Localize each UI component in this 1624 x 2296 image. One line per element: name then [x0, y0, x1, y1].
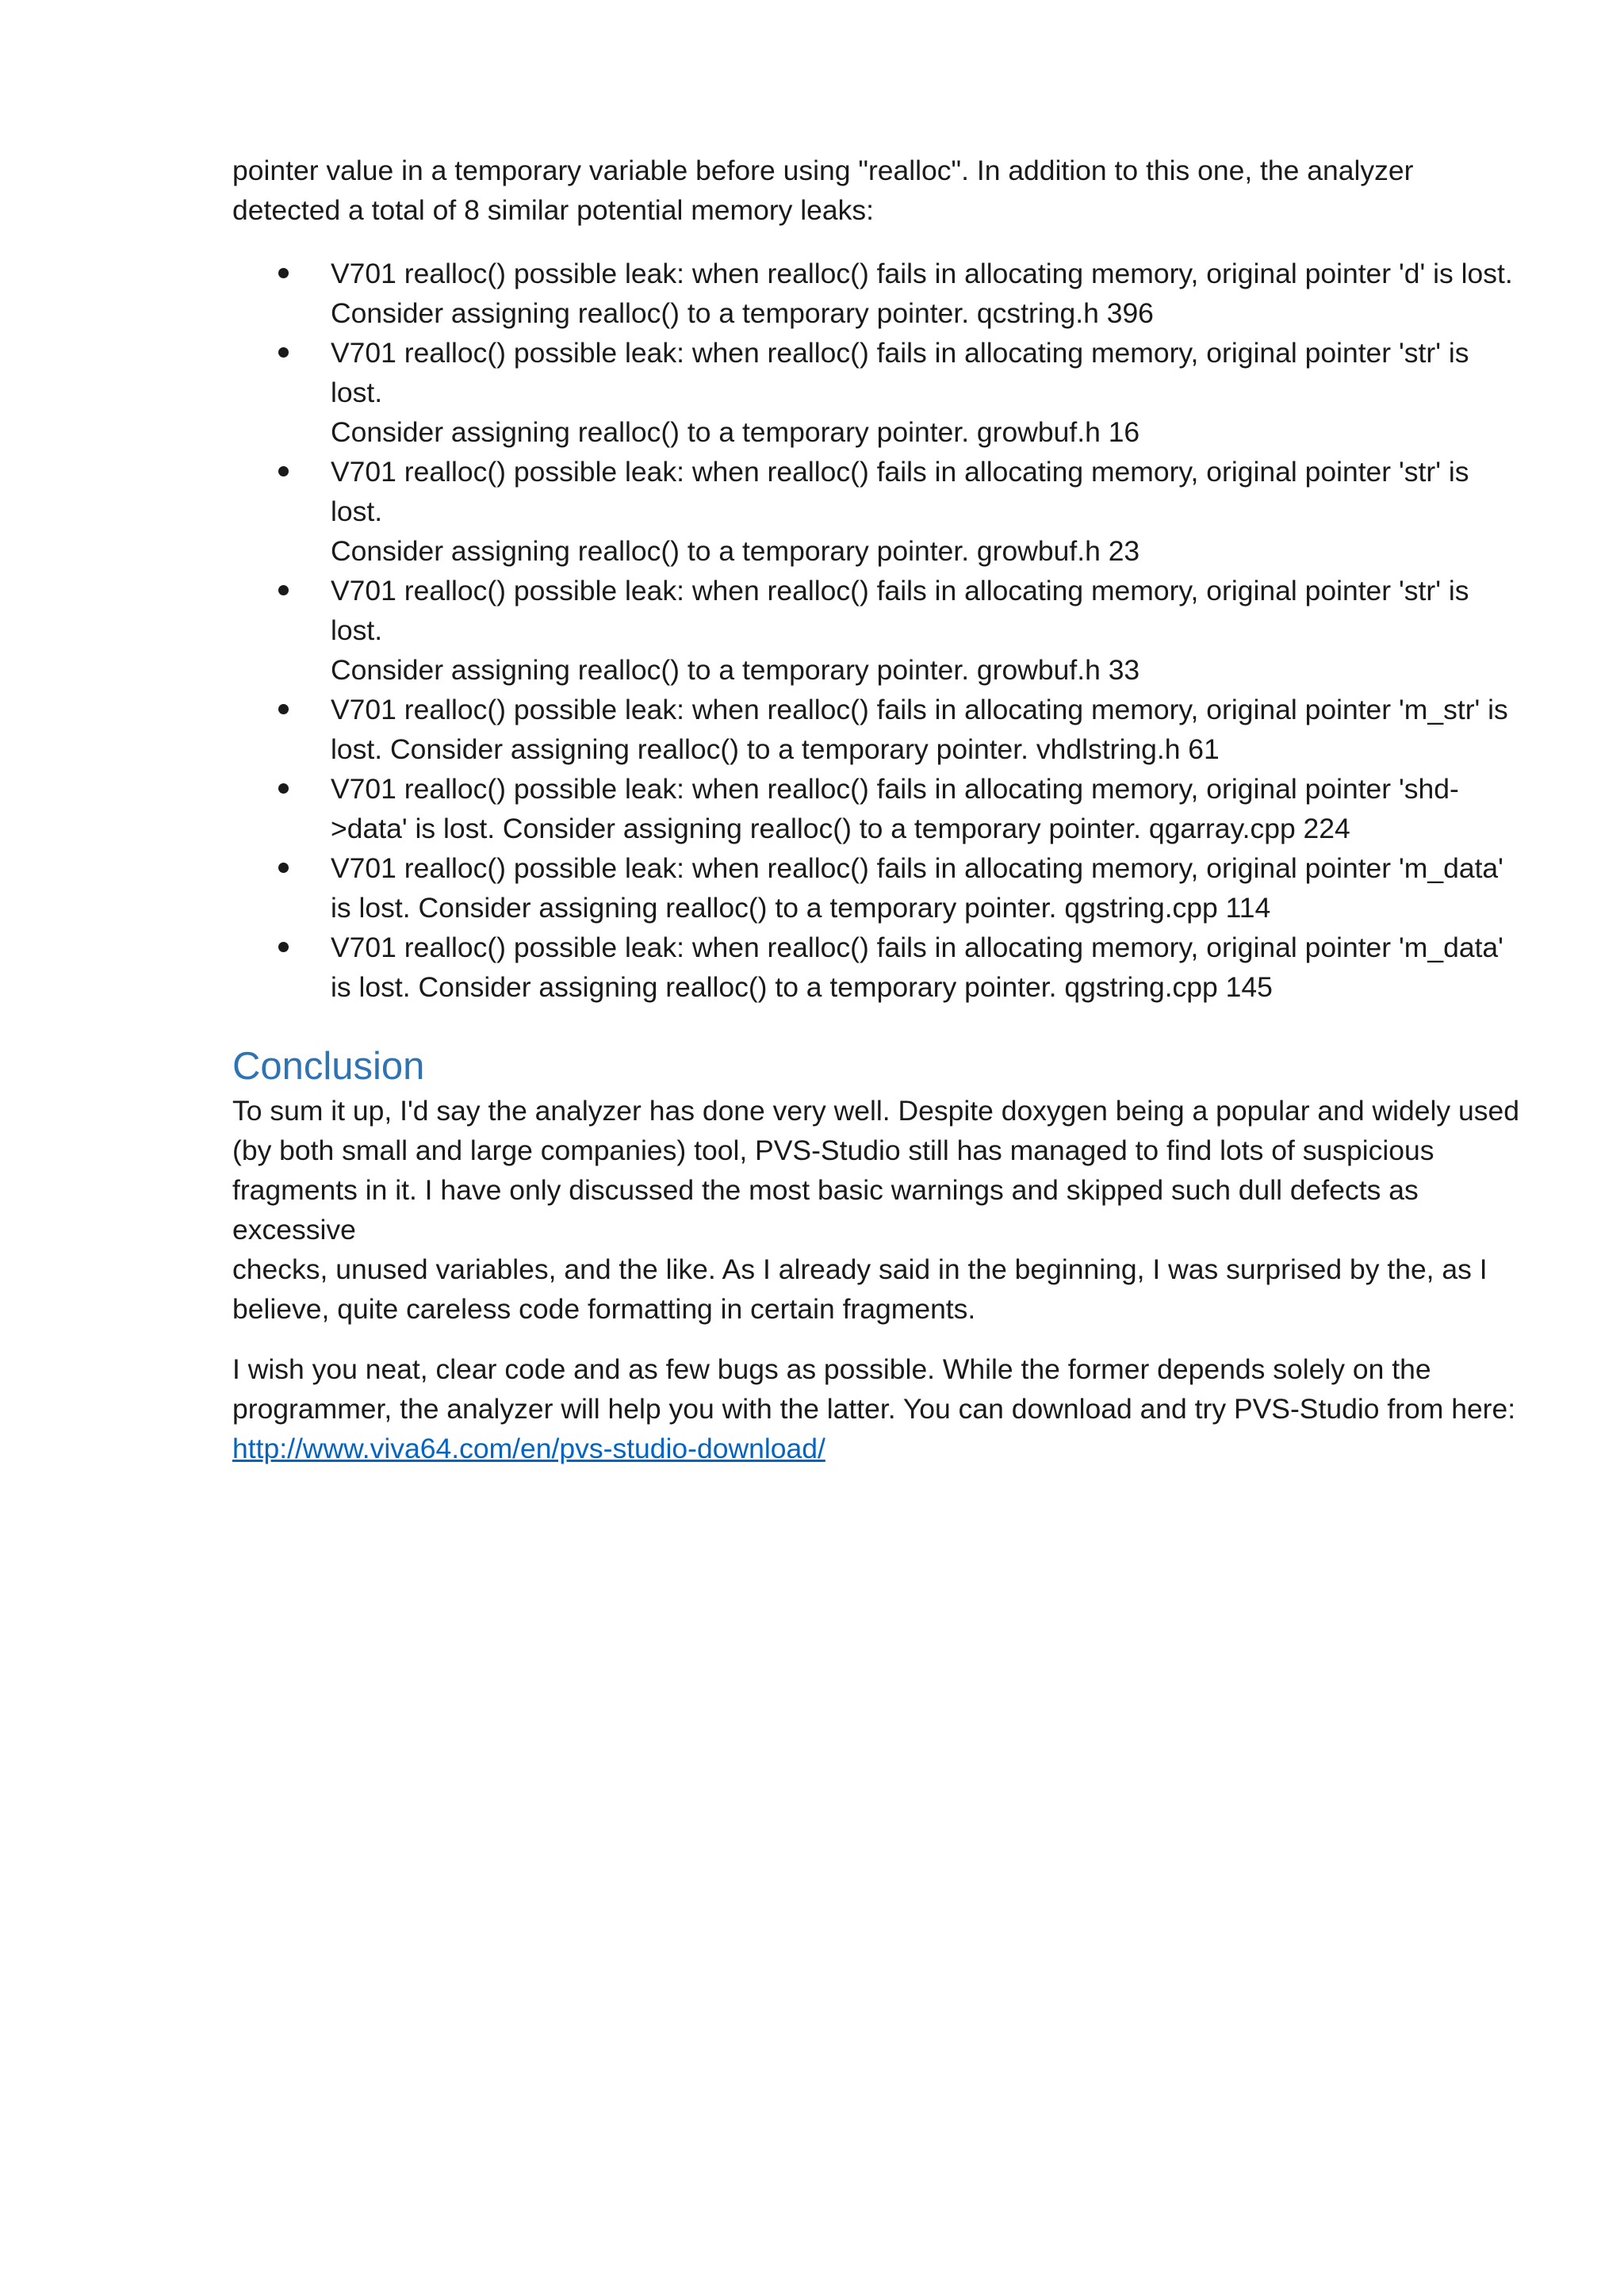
warning-line: V701 realloc() possible leak: when realloc() fails in allocating memory, original pointer 'm_str' is — [331, 694, 1508, 725]
warning-line: Consider assigning realloc() to a temporary pointer. growbuf.h 16 — [331, 416, 1140, 448]
warning-item — [232, 848, 1525, 928]
bullet-icon — [278, 942, 289, 952]
page-content — [232, 151, 1525, 1468]
warning-line: is lost. Consider assigning realloc() to a temporary pointer. qgstring.cpp 114 — [331, 892, 1271, 924]
warning-item — [232, 452, 1525, 571]
bullet-icon — [278, 585, 289, 595]
warning-item — [232, 690, 1525, 769]
bullet-icon — [278, 347, 289, 358]
bullet-icon — [278, 704, 289, 714]
warning-item — [232, 571, 1525, 690]
bullet-icon — [278, 863, 289, 873]
closing-line: programmer, the analyzer will help you with the latter. You can download and try PVS-Studio from here: — [232, 1393, 1516, 1425]
warning-line: Consider assigning realloc() to a temporary pointer. qcstring.h 396 — [331, 297, 1154, 329]
bullet-icon — [278, 268, 289, 278]
bullet-icon — [278, 466, 289, 476]
warning-line: Consider assigning realloc() to a temporary pointer. growbuf.h 33 — [331, 654, 1140, 686]
warning-line: lost. Consider assigning realloc() to a temporary pointer. vhdlstring.h 61 — [331, 733, 1220, 765]
warning-line: V701 realloc() possible leak: when realloc() fails in allocating memory, original pointer 'd' is lost. — [331, 258, 1513, 289]
conclusion-line: believe, quite careless code formatting in certain fragments. — [232, 1293, 976, 1325]
bullet-icon — [278, 783, 289, 794]
warning-line: V701 realloc() possible leak: when realloc() fails in allocating memory, original pointer 'shd- — [331, 773, 1459, 805]
conclusion-line: checks, unused variables, and the like. As I already said in the beginning, I was surprised by the, as I — [232, 1253, 1488, 1285]
intro-line: detected a total of 8 similar potential memory leaks: — [232, 194, 874, 226]
warning-item — [232, 333, 1525, 452]
warning-item — [232, 928, 1525, 1007]
warning-line: V701 realloc() possible leak: when realloc() fails in allocating memory, original pointer 'str' is lost. — [331, 337, 1469, 408]
download-link[interactable]: http://www.viva64.com/en/pvs-studio-download/ — [232, 1433, 825, 1464]
closing-paragraph — [232, 1349, 1525, 1468]
conclusion-paragraph — [232, 1091, 1525, 1329]
warning-line: Consider assigning realloc() to a temporary pointer. growbuf.h 23 — [331, 535, 1140, 567]
warning-line: >data' is lost. Consider assigning realloc() to a temporary pointer. qgarray.cpp 224 — [331, 813, 1350, 844]
warning-item — [232, 769, 1525, 848]
warning-line: V701 realloc() possible leak: when realloc() fails in allocating memory, original pointer 'm_data' — [331, 932, 1503, 963]
conclusion-line: fragments in it. I have only discussed the most basic warnings and skipped such dull defects as excessive — [232, 1174, 1419, 1246]
warning-line: V701 realloc() possible leak: when realloc() fails in allocating memory, original pointer 'str' is lost. — [331, 456, 1469, 527]
conclusion-line: (by both small and large companies) tool, PVS-Studio still has managed to find lots of suspicious — [232, 1135, 1434, 1166]
warning-line: V701 realloc() possible leak: when realloc() fails in allocating memory, original pointer 'm_data' — [331, 852, 1503, 884]
closing-line: I wish you neat, clear code and as few bugs as possible. While the former depends solely on the — [232, 1353, 1431, 1385]
intro-paragraph — [232, 151, 1525, 230]
warning-item — [232, 254, 1525, 333]
section-heading: Conclusion — [232, 1045, 425, 1088]
warning-line: is lost. Consider assigning realloc() to a temporary pointer. qgstring.cpp 145 — [331, 971, 1273, 1003]
warning-list — [232, 254, 1525, 1007]
conclusion-line: To sum it up, I'd say the analyzer has done very well. Despite doxygen being a popular and widely used — [232, 1095, 1519, 1127]
intro-line: pointer value in a temporary variable before using "realloc". In addition to this one, the analyzer — [232, 155, 1414, 186]
warning-line: V701 realloc() possible leak: when realloc() fails in allocating memory, original pointer 'str' is lost. — [331, 575, 1469, 646]
